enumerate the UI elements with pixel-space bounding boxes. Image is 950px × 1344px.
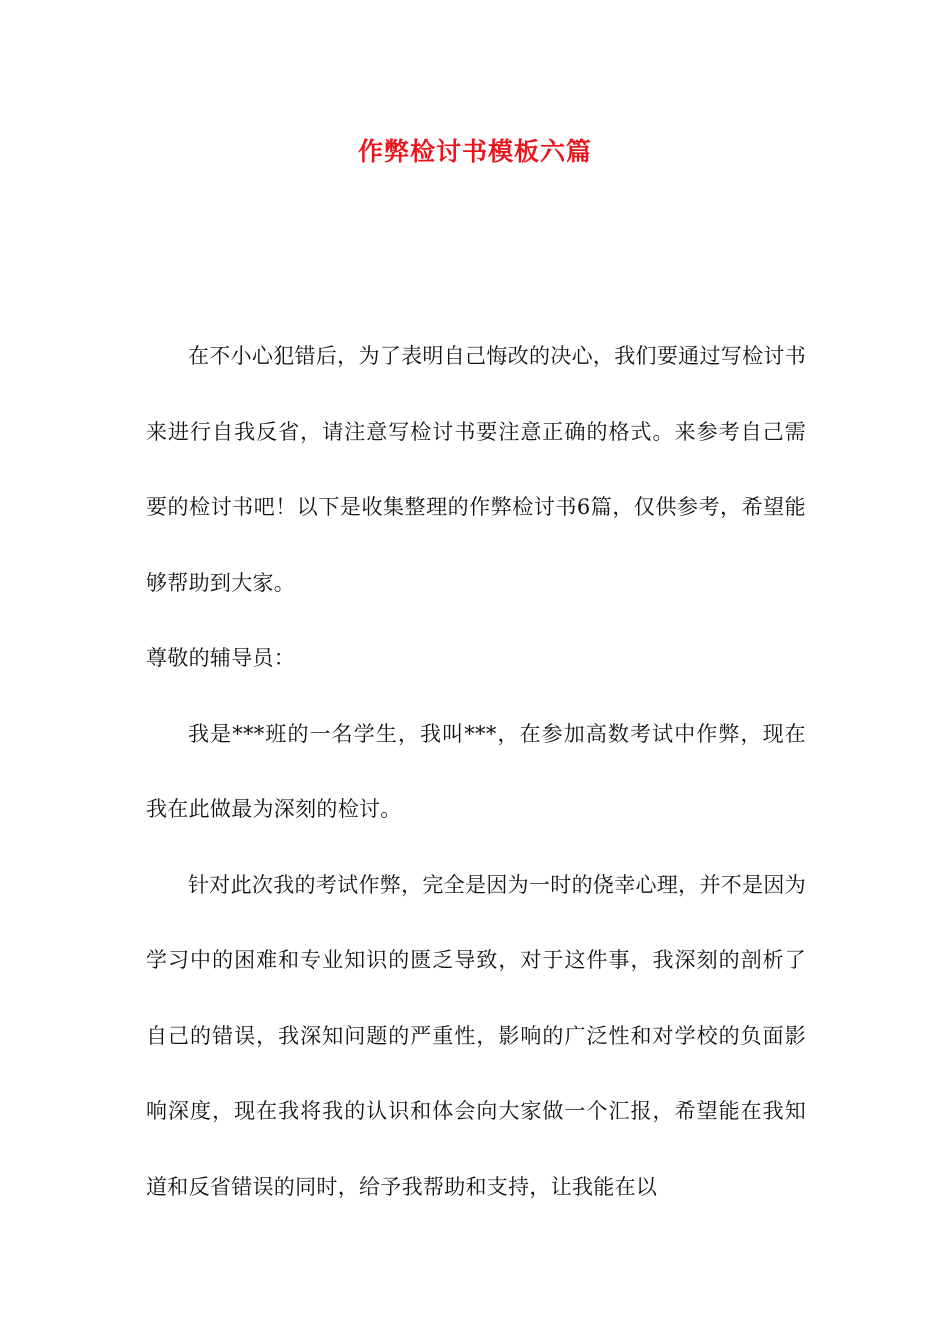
salutation: 尊敬的辅导员： <box>146 646 296 670</box>
document-title: 作弊检讨书模板六篇 <box>357 137 592 166</box>
body-paragraph-2: 针对此次我的考试作弊，完全是因为一时的侥幸心理，并不是因为学习中的困难和专业知识的匮乏导致，对于这件事，我深刻的剖析了自己的错误，我深知问题的严重性，影响的广泛性和对学校的负面影响深度，现在我将我的认识和体会向大家做一个汇报，希望能在我知道和反省错误的同时，给予我帮助和支持，让我能在以 <box>146 872 806 1199</box>
document-body <box>146 319 806 1225</box>
body-paragraph-1: 我是***班的一名学生，我叫***，在参加高数考试中作弊，现在我在此做最为深刻的检讨。 <box>146 721 806 821</box>
intro-paragraph: 在不小心犯错后，为了表明自己悔改的决心，我们要通过写检讨书来进行自我反省，请注意写检讨书要注意正确的格式。来参考自己需要的检讨书吧！以下是收集整理的作弊检讨书6篇，仅供参考，希望能够帮助到大家。 <box>146 344 806 595</box>
